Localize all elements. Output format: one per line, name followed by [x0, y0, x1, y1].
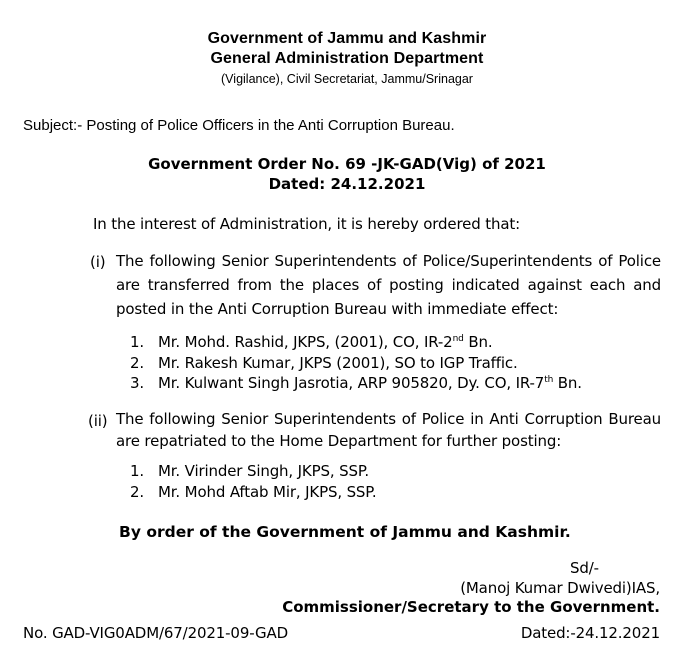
- list-item-text-suffix: Bn.: [553, 374, 582, 392]
- section-1-marker: (i): [90, 253, 106, 271]
- list-item: [130, 462, 369, 480]
- section-1-text: The following Senior Superintendents of Police/Superintendents of Police are transferred from the places of posting indicated against each and posted in the Anti Corruption Bureau with immediate effect:: [116, 252, 661, 318]
- list-item: [130, 354, 518, 372]
- reference-number: No. GAD-VIG0ADM/67/2021-09-GAD: [23, 624, 289, 642]
- intro-text: In the interest of Administration, it is hereby ordered that:: [93, 215, 521, 233]
- list-item-number: 2.: [130, 483, 145, 501]
- signatory-name: (Manoj Kumar Dwivedi)IAS,: [460, 579, 660, 597]
- section-2-marker: (ii): [88, 412, 108, 430]
- signature-sd: Sd/-: [570, 559, 599, 577]
- header-government: Government of Jammu and Kashmir: [207, 30, 487, 47]
- list-item-text: Mr. Virinder Singh, JKPS, SSP.: [158, 462, 370, 480]
- order-number: Government Order No. 69 -JK-GAD(Vig) of 2021: [148, 155, 546, 173]
- list-item: [130, 483, 377, 501]
- subject-line: Subject:- Posting of Police Officers in the Anti Corruption Bureau.: [23, 117, 455, 134]
- closing-statement: By order of the Government of Jammu and Kashmir.: [119, 523, 571, 541]
- list-item-text: Mr. Rakesh Kumar, JKPS (2001), SO to IGP Traffic.: [158, 354, 518, 372]
- list-item-superscript: th: [544, 375, 554, 385]
- order-date: Dated: 24.12.2021: [268, 175, 426, 193]
- list-item-text-suffix: Bn.: [463, 333, 493, 351]
- list-item-number: 1.: [130, 333, 145, 351]
- section-2-text: The following Senior Superintendents of Police in Anti Corruption Bureau are repatriated to the Home Department for further posting:: [116, 410, 661, 450]
- list-item-number: 1.: [130, 462, 145, 480]
- list-item-number: 2.: [130, 354, 145, 372]
- list-item: [130, 374, 582, 392]
- list-item-text: Mr. Mohd Aftab Mir, JKPS, SSP.: [158, 483, 377, 501]
- signatory-designation: Commissioner/Secretary to the Government.: [282, 598, 660, 616]
- footer-date: Dated:-24.12.2021: [520, 624, 660, 642]
- list-item-text: Mr. Mohd. Rashid, JKPS, (2001), CO, IR-2: [158, 333, 453, 351]
- header-department: General Administration Department: [210, 50, 484, 67]
- list-item-number: 3.: [130, 374, 145, 392]
- list-item-superscript: nd: [452, 334, 464, 344]
- list-item-text: Mr. Kulwant Singh Jasrotia, ARP 905820, Dy. CO, IR-7: [158, 374, 545, 392]
- list-item: [130, 333, 492, 351]
- header-office: (Vigilance), Civil Secretariat, Jammu/Srinagar: [221, 72, 473, 86]
